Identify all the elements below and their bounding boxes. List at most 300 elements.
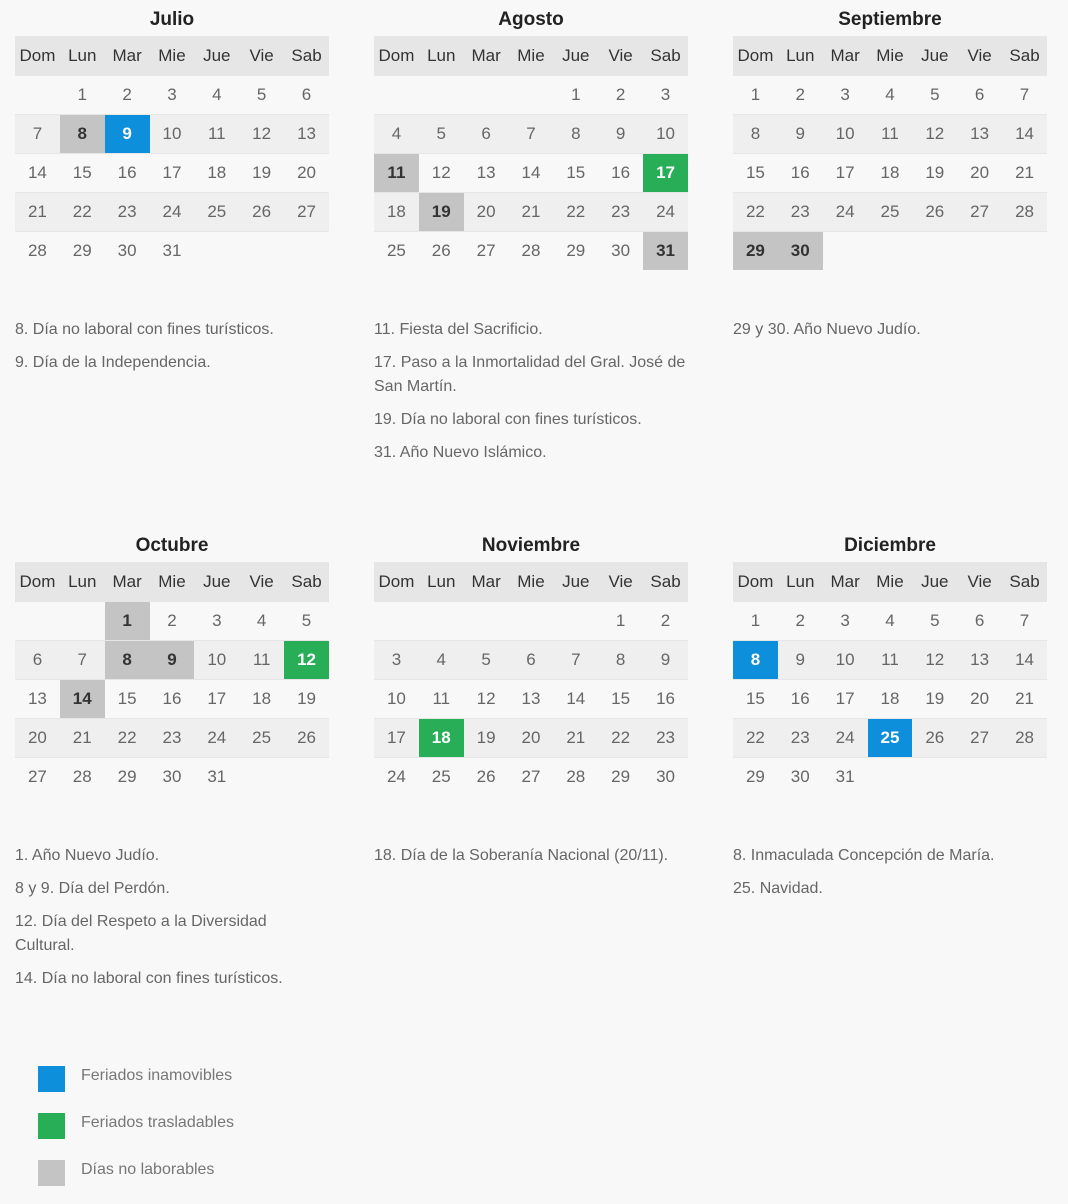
- month-noviembre: [374, 528, 688, 877]
- weekday-header: Lun: [60, 36, 105, 76]
- week-row: [374, 154, 688, 193]
- empty-day-cell: [957, 758, 1002, 797]
- day-cell: 17: [194, 680, 239, 719]
- day-cell: 11: [239, 641, 284, 680]
- day-cell: 28: [60, 758, 105, 797]
- week-row: [374, 193, 688, 232]
- weekday-header: Mie: [868, 562, 913, 602]
- day-cell: 17: [823, 680, 868, 719]
- month-agosto: [374, 2, 688, 474]
- day-cell-no-laborable: 8: [60, 115, 105, 154]
- weekday-header: Mie: [509, 36, 554, 76]
- month-title: Noviembre: [481, 535, 581, 556]
- day-cell: 19: [912, 680, 957, 719]
- empty-day-cell: [419, 602, 464, 641]
- day-cell: 27: [957, 719, 1002, 758]
- day-cell: 4: [374, 115, 419, 154]
- legend-swatch-no-laborable: [38, 1160, 65, 1186]
- week-row: [15, 758, 329, 797]
- day-cell: 18: [239, 680, 284, 719]
- day-cell-no-laborable: 8: [105, 641, 150, 680]
- day-cell: 2: [643, 602, 688, 641]
- empty-day-cell: [239, 758, 284, 797]
- day-cell-no-laborable: 31: [643, 232, 688, 271]
- day-cell: 25: [419, 758, 464, 797]
- weekday-header: Mar: [464, 36, 509, 76]
- month-notes: [733, 844, 1047, 901]
- empty-day-cell: [60, 602, 105, 641]
- day-cell: 27: [509, 758, 554, 797]
- week-row: [733, 154, 1047, 193]
- week-row: [733, 758, 1047, 797]
- day-cell: 27: [957, 193, 1002, 232]
- day-cell: 21: [509, 193, 554, 232]
- week-row: [15, 115, 329, 154]
- weekday-header: Dom: [733, 36, 778, 76]
- month-title: Diciembre: [844, 535, 936, 556]
- week-row: [733, 641, 1047, 680]
- day-cell: 10: [823, 641, 868, 680]
- legend: [38, 1063, 234, 1204]
- day-cell: 3: [823, 76, 868, 115]
- day-cell-trasladable: 12: [284, 641, 329, 680]
- month-octubre: [15, 528, 329, 1000]
- day-cell: 24: [194, 719, 239, 758]
- weekday-header: Jue: [553, 36, 598, 76]
- day-cell: 7: [1002, 602, 1047, 641]
- weekday-header: Vie: [957, 562, 1002, 602]
- month-calendar-grid: [733, 36, 1047, 270]
- day-cell: 23: [778, 719, 823, 758]
- empty-day-cell: [374, 602, 419, 641]
- weekday-header: Mar: [823, 36, 868, 76]
- week-row: [733, 232, 1047, 271]
- day-cell: 15: [553, 154, 598, 193]
- day-cell: 18: [194, 154, 239, 193]
- day-cell: 24: [823, 193, 868, 232]
- day-cell: 23: [105, 193, 150, 232]
- week-row: [733, 76, 1047, 115]
- month-title: Julio: [149, 9, 195, 30]
- day-cell: 25: [374, 232, 419, 271]
- holiday-note: 12. Día del Respeto a la Diversidad Cultural.: [15, 913, 267, 954]
- day-cell: 6: [284, 76, 329, 115]
- day-cell: 22: [105, 719, 150, 758]
- week-row: [15, 232, 329, 271]
- day-cell: 23: [778, 193, 823, 232]
- day-cell: 21: [15, 193, 60, 232]
- day-cell: 5: [912, 602, 957, 641]
- day-cell: 7: [15, 115, 60, 154]
- day-cell-no-laborable: 19: [419, 193, 464, 232]
- empty-day-cell: [553, 602, 598, 641]
- week-row: [374, 602, 688, 641]
- empty-day-cell: [509, 602, 554, 641]
- legend-label: Feriados trasladables: [81, 1114, 234, 1131]
- day-cell: 20: [284, 154, 329, 193]
- empty-day-cell: [284, 758, 329, 797]
- empty-day-cell: [419, 76, 464, 115]
- day-cell: 12: [239, 115, 284, 154]
- weekday-header: Mie: [868, 36, 913, 76]
- day-cell: 20: [464, 193, 509, 232]
- empty-day-cell: [239, 232, 284, 271]
- empty-day-cell: [868, 232, 913, 271]
- day-cell-no-laborable: 30: [778, 232, 823, 271]
- day-cell: 16: [643, 680, 688, 719]
- day-cell: 11: [194, 115, 239, 154]
- day-cell: 15: [733, 154, 778, 193]
- empty-day-cell: [509, 76, 554, 115]
- empty-day-cell: [15, 76, 60, 115]
- day-cell: 13: [509, 680, 554, 719]
- day-cell: 26: [464, 758, 509, 797]
- day-cell: 24: [643, 193, 688, 232]
- day-cell: 20: [509, 719, 554, 758]
- day-cell: 10: [374, 680, 419, 719]
- holiday-note: 17. Paso a la Inmortalidad del Gral. José de San Martín.: [374, 354, 686, 395]
- month-notes: [15, 318, 329, 375]
- holiday-note: 29 y 30. Año Nuevo Judío.: [733, 321, 921, 338]
- day-cell: 13: [957, 115, 1002, 154]
- weekday-header-row: [733, 562, 1047, 602]
- empty-day-cell: [912, 232, 957, 271]
- day-cell: 5: [284, 602, 329, 641]
- week-row: [374, 641, 688, 680]
- empty-day-cell: [284, 232, 329, 271]
- day-cell: 11: [419, 680, 464, 719]
- day-cell: 7: [60, 641, 105, 680]
- day-cell: 20: [957, 154, 1002, 193]
- weekday-header-row: [15, 562, 329, 602]
- weekday-header: Mar: [105, 562, 150, 602]
- day-cell: 28: [15, 232, 60, 271]
- day-cell-no-laborable: 9: [150, 641, 195, 680]
- day-cell: 13: [957, 641, 1002, 680]
- day-cell: 10: [823, 115, 868, 154]
- day-cell: 28: [1002, 193, 1047, 232]
- day-cell: 7: [553, 641, 598, 680]
- day-cell: 24: [374, 758, 419, 797]
- holiday-note: 8. Inmaculada Concepción de María.: [733, 847, 995, 864]
- day-cell: 30: [150, 758, 195, 797]
- day-cell: 24: [150, 193, 195, 232]
- day-cell: 9: [778, 115, 823, 154]
- day-cell: 6: [464, 115, 509, 154]
- day-cell: 10: [150, 115, 195, 154]
- day-cell: 7: [1002, 76, 1047, 115]
- month-notes: [374, 844, 688, 868]
- day-cell: 16: [778, 154, 823, 193]
- month-title: Octubre: [135, 535, 209, 556]
- week-row: [15, 641, 329, 680]
- holiday-note: 1. Año Nuevo Judío.: [15, 847, 160, 864]
- weekday-header: Lun: [419, 36, 464, 76]
- month-diciembre: [733, 528, 1047, 910]
- day-cell: 27: [284, 193, 329, 232]
- weekday-header: Vie: [598, 562, 643, 602]
- day-cell: 9: [778, 641, 823, 680]
- weekday-header: Mie: [150, 36, 195, 76]
- day-cell: 12: [419, 154, 464, 193]
- legend-item-trasladables: [38, 1110, 234, 1157]
- day-cell: 17: [150, 154, 195, 193]
- day-cell: 3: [374, 641, 419, 680]
- day-cell: 31: [823, 758, 868, 797]
- week-row: [733, 680, 1047, 719]
- day-cell-no-laborable: 1: [105, 602, 150, 641]
- weekday-header-row: [733, 36, 1047, 76]
- day-cell: 16: [105, 154, 150, 193]
- weekday-header: Dom: [374, 562, 419, 602]
- weekday-header: Mar: [105, 36, 150, 76]
- weekday-header: Dom: [374, 36, 419, 76]
- month-julio: [15, 2, 329, 384]
- day-cell: 27: [15, 758, 60, 797]
- legend-item-no-laborables: [38, 1157, 234, 1204]
- holiday-note: 31. Año Nuevo Islámico.: [374, 444, 547, 461]
- day-cell: 17: [823, 154, 868, 193]
- weekday-header: Sab: [1002, 562, 1047, 602]
- day-cell: 26: [419, 232, 464, 271]
- weekday-header: Sab: [1002, 36, 1047, 76]
- holiday-note: 25. Navidad.: [733, 880, 823, 897]
- week-row: [733, 115, 1047, 154]
- day-cell: 2: [778, 76, 823, 115]
- day-cell: 16: [598, 154, 643, 193]
- day-cell-no-laborable: 11: [374, 154, 419, 193]
- holiday-note: 18. Día de la Soberanía Nacional (20/11).: [374, 847, 669, 864]
- empty-day-cell: [1002, 758, 1047, 797]
- empty-day-cell: [464, 602, 509, 641]
- day-cell: 20: [957, 680, 1002, 719]
- weekday-header: Lun: [778, 36, 823, 76]
- day-cell: 3: [194, 602, 239, 641]
- legend-label: Días no laborables: [81, 1161, 215, 1178]
- weekday-header: Sab: [284, 36, 329, 76]
- holiday-note: 19. Día no laboral con fines turísticos.: [374, 411, 642, 428]
- day-cell: 2: [150, 602, 195, 641]
- day-cell: 23: [598, 193, 643, 232]
- weekday-header: Jue: [194, 562, 239, 602]
- week-row: [374, 115, 688, 154]
- weekday-header: Dom: [15, 36, 60, 76]
- day-cell: 26: [239, 193, 284, 232]
- day-cell: 1: [733, 76, 778, 115]
- holiday-note: 9. Día de la Independencia.: [15, 354, 211, 371]
- day-cell: 3: [150, 76, 195, 115]
- weekday-header: Vie: [239, 36, 284, 76]
- day-cell: 13: [15, 680, 60, 719]
- day-cell: 10: [643, 115, 688, 154]
- weekday-header: Sab: [643, 36, 688, 76]
- day-cell: 8: [598, 641, 643, 680]
- week-row: [15, 154, 329, 193]
- weekday-header: Lun: [778, 562, 823, 602]
- day-cell: 13: [284, 115, 329, 154]
- holiday-note: 8. Día no laboral con fines turísticos.: [15, 321, 274, 338]
- week-row: [374, 719, 688, 758]
- empty-day-cell: [1002, 232, 1047, 271]
- day-cell: 6: [509, 641, 554, 680]
- day-cell: 21: [1002, 680, 1047, 719]
- day-cell: 12: [912, 641, 957, 680]
- week-row: [15, 602, 329, 641]
- month-notes: [15, 844, 329, 991]
- empty-day-cell: [823, 232, 868, 271]
- day-cell: 8: [553, 115, 598, 154]
- day-cell: 20: [15, 719, 60, 758]
- month-title: Agosto: [498, 9, 564, 30]
- day-cell: 4: [868, 76, 913, 115]
- week-row: [15, 719, 329, 758]
- day-cell: 9: [643, 641, 688, 680]
- day-cell: 30: [778, 758, 823, 797]
- weekday-header-row: [15, 36, 329, 76]
- day-cell: 30: [643, 758, 688, 797]
- day-cell: 1: [553, 76, 598, 115]
- week-row: [374, 758, 688, 797]
- day-cell: 24: [823, 719, 868, 758]
- weekday-header-row: [374, 36, 688, 76]
- day-cell: 5: [419, 115, 464, 154]
- week-row: [15, 76, 329, 115]
- day-cell: 31: [150, 232, 195, 271]
- weekday-header: Jue: [194, 36, 239, 76]
- day-cell-inamovible: 9: [105, 115, 150, 154]
- day-cell: 5: [464, 641, 509, 680]
- day-cell: 11: [868, 641, 913, 680]
- day-cell: 22: [553, 193, 598, 232]
- weekday-header: Vie: [239, 562, 284, 602]
- empty-day-cell: [194, 232, 239, 271]
- day-cell: 12: [912, 115, 957, 154]
- day-cell: 14: [509, 154, 554, 193]
- holiday-note: 14. Día no laboral con fines turísticos.: [15, 970, 283, 987]
- holiday-note: 8 y 9. Día del Perdón.: [15, 880, 170, 897]
- day-cell: 27: [464, 232, 509, 271]
- day-cell: 12: [464, 680, 509, 719]
- week-row: [15, 193, 329, 232]
- day-cell: 22: [733, 719, 778, 758]
- day-cell: 2: [598, 76, 643, 115]
- legend-swatch-inamovible: [38, 1066, 65, 1092]
- day-cell: 23: [150, 719, 195, 758]
- day-cell: 31: [194, 758, 239, 797]
- week-row: [374, 680, 688, 719]
- weekday-header: Jue: [912, 36, 957, 76]
- day-cell: 15: [598, 680, 643, 719]
- holiday-note: 11. Fiesta del Sacrificio.: [374, 321, 543, 338]
- day-cell: 26: [912, 193, 957, 232]
- weekday-header: Vie: [957, 36, 1002, 76]
- day-cell: 1: [60, 76, 105, 115]
- day-cell: 26: [284, 719, 329, 758]
- empty-day-cell: [374, 76, 419, 115]
- day-cell: 14: [1002, 115, 1047, 154]
- weekday-header: Lun: [419, 562, 464, 602]
- day-cell: 21: [553, 719, 598, 758]
- day-cell: 9: [598, 115, 643, 154]
- day-cell: 18: [868, 680, 913, 719]
- weekday-header: Vie: [598, 36, 643, 76]
- day-cell: 25: [239, 719, 284, 758]
- day-cell: 22: [60, 193, 105, 232]
- empty-day-cell: [464, 76, 509, 115]
- day-cell: 14: [553, 680, 598, 719]
- day-cell: 4: [239, 602, 284, 641]
- day-cell: 14: [15, 154, 60, 193]
- week-row: [374, 76, 688, 115]
- weekday-header: Dom: [15, 562, 60, 602]
- day-cell: 16: [150, 680, 195, 719]
- day-cell: 4: [419, 641, 464, 680]
- day-cell: 17: [374, 719, 419, 758]
- day-cell: 28: [553, 758, 598, 797]
- day-cell: 21: [1002, 154, 1047, 193]
- day-cell: 26: [912, 719, 957, 758]
- day-cell: 4: [194, 76, 239, 115]
- day-cell: 25: [194, 193, 239, 232]
- weekday-header: Sab: [284, 562, 329, 602]
- day-cell-no-laborable: 14: [60, 680, 105, 719]
- empty-day-cell: [15, 602, 60, 641]
- legend-label: Feriados inamovibles: [81, 1067, 233, 1084]
- day-cell-trasladable: 18: [419, 719, 464, 758]
- month-title: Septiembre: [838, 9, 942, 30]
- day-cell: 18: [374, 193, 419, 232]
- day-cell: 28: [509, 232, 554, 271]
- day-cell-inamovible: 8: [733, 641, 778, 680]
- day-cell: 19: [464, 719, 509, 758]
- empty-day-cell: [957, 232, 1002, 271]
- weekday-header: Mie: [150, 562, 195, 602]
- day-cell: 18: [868, 154, 913, 193]
- day-cell: 29: [553, 232, 598, 271]
- day-cell: 3: [643, 76, 688, 115]
- month-calendar-grid: [15, 562, 329, 796]
- day-cell: 29: [60, 232, 105, 271]
- day-cell-trasladable: 17: [643, 154, 688, 193]
- month-septiembre: [733, 2, 1047, 351]
- month-notes: [374, 318, 688, 465]
- day-cell: 19: [284, 680, 329, 719]
- day-cell: 10: [194, 641, 239, 680]
- day-cell: 8: [733, 115, 778, 154]
- day-cell: 29: [733, 758, 778, 797]
- weekday-header: Dom: [733, 562, 778, 602]
- weekday-header: Jue: [912, 562, 957, 602]
- day-cell: 1: [733, 602, 778, 641]
- empty-day-cell: [912, 758, 957, 797]
- day-cell: 29: [105, 758, 150, 797]
- day-cell: 11: [868, 115, 913, 154]
- week-row: [374, 232, 688, 271]
- day-cell: 14: [1002, 641, 1047, 680]
- day-cell: 30: [598, 232, 643, 271]
- day-cell: 22: [598, 719, 643, 758]
- legend-swatch-trasladable: [38, 1113, 65, 1139]
- day-cell: 22: [733, 193, 778, 232]
- month-notes: [733, 318, 1047, 342]
- day-cell: 2: [778, 602, 823, 641]
- day-cell: 19: [912, 154, 957, 193]
- day-cell: 5: [912, 76, 957, 115]
- day-cell: 25: [868, 193, 913, 232]
- week-row: [733, 602, 1047, 641]
- month-calendar-grid: [374, 562, 688, 796]
- month-calendar-grid: [374, 36, 688, 270]
